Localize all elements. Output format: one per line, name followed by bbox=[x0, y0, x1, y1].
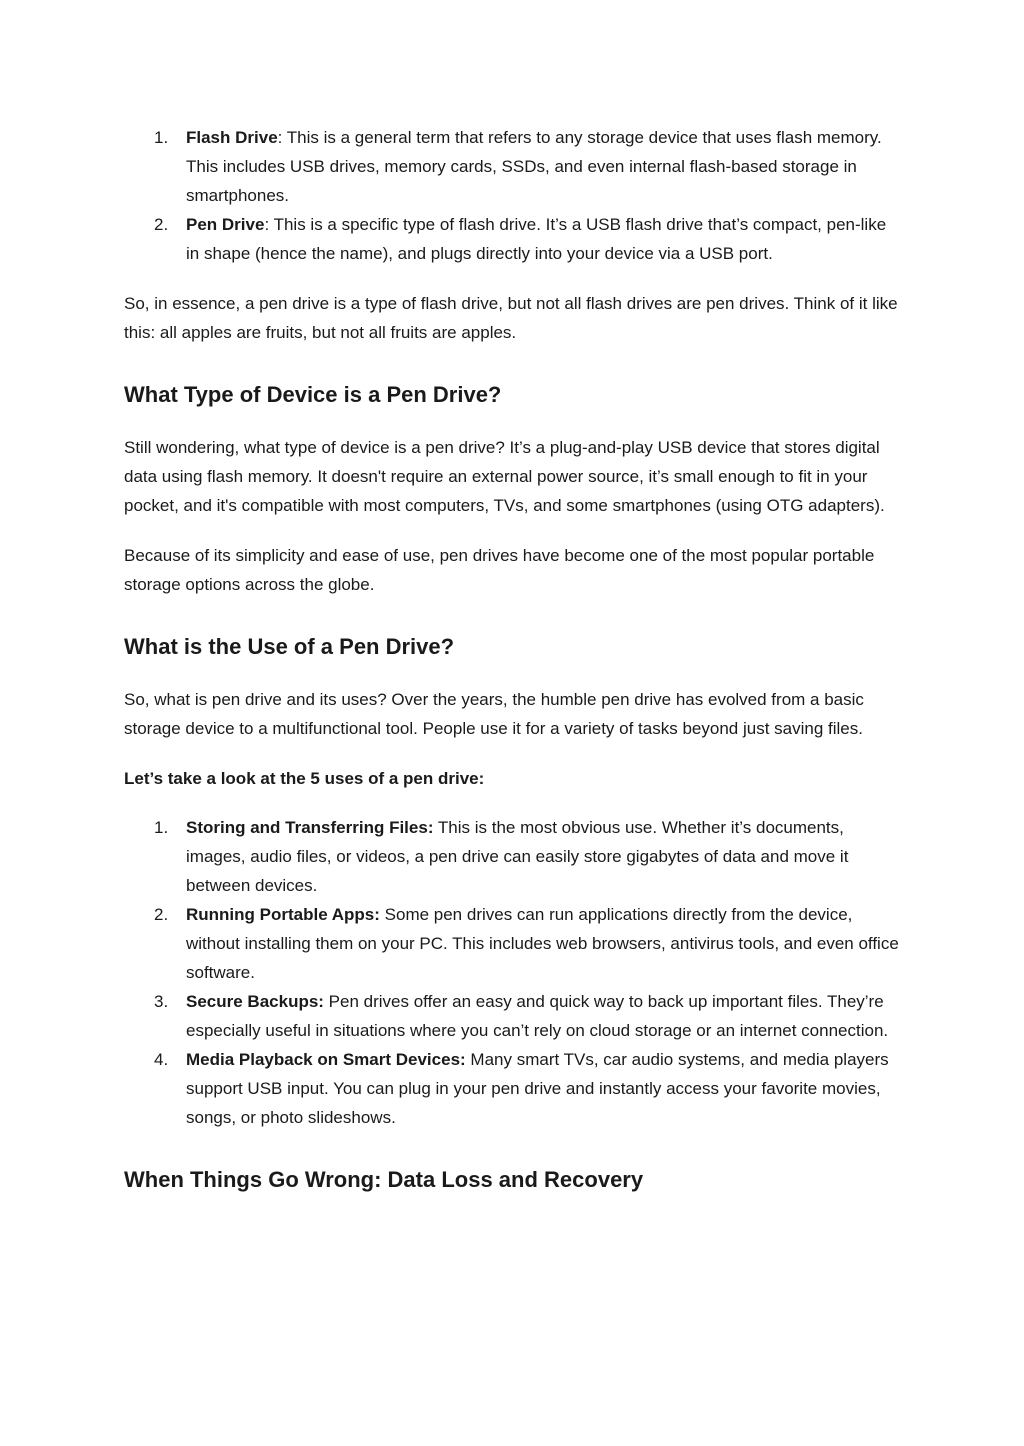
flash-vs-pen-list bbox=[124, 123, 904, 268]
list-number: 2. bbox=[154, 905, 169, 924]
list-number: 1. bbox=[154, 818, 169, 837]
list-text: Some pen drives can run applications directly from the device, without installing them on your PC. This includes web browsers, antivirus tools, and even office software. bbox=[186, 905, 899, 982]
list-term: Pen Drive bbox=[186, 215, 265, 234]
list-number: 1. bbox=[154, 128, 169, 147]
list-text: : This is a specific type of flash drive. It’s a USB flash drive that’s compact, pen-like in shape (hence the name), and plugs directly into your device via a USB port. bbox=[186, 215, 887, 263]
list-text: This is the most obvious use. Whether it’s documents, images, audio files, or videos, a pen drive can easily store gigabytes of data and move it between devices. bbox=[186, 818, 849, 895]
list-term: Storing and Transferring Files: bbox=[186, 818, 434, 837]
uses-lead: Let’s take a look at the 5 uses of a pen drive: bbox=[124, 769, 485, 788]
uses-list bbox=[124, 813, 904, 1132]
device-type-paragraph-1: Still wondering, what type of device is a pen drive? It’s a plug-and-play USB device that stores digital data using flash memory. It doesn't require an external power source, it’s small enough to fit in your pocket, and it's compatible with most computers, TVs, and some smartphones (using OTG adapters). bbox=[124, 438, 885, 515]
list-term: Running Portable Apps: bbox=[186, 905, 380, 924]
list-text: Many smart TVs, car audio systems, and media players support USB input. You can plug in your pen drive and instantly access your favorite movies, songs, or photo slideshows. bbox=[186, 1050, 889, 1127]
list-text: Pen drives offer an easy and quick way to back up important files. They’re especially useful in situations where you can’t rely on cloud storage or an internet connection. bbox=[186, 992, 889, 1040]
list-item-pen-drive bbox=[124, 210, 904, 268]
list-item-storing bbox=[124, 813, 904, 900]
list-item-flash-drive bbox=[124, 123, 904, 210]
use-paragraph: So, what is pen drive and its uses? Over the years, the humble pen drive has evolved from a basic storage device to a multifunctional tool. People use it for a variety of tasks beyond just saving files. bbox=[124, 690, 864, 738]
list-item-media-playback bbox=[124, 1045, 904, 1132]
list-item-backups bbox=[124, 987, 904, 1045]
list-term: Flash Drive bbox=[186, 128, 278, 147]
list-text: : This is a general term that refers to any storage device that uses flash memory. This includes USB drives, memory cards, SSDs, and even internal flash-based storage in smartphones. bbox=[186, 128, 882, 205]
essence-paragraph: So, in essence, a pen drive is a type of flash drive, but not all flash drives are pen drives. Think of it like this: all apples are fruits, but not all fruits are apples. bbox=[124, 294, 898, 342]
heading-use: What is the Use of a Pen Drive? bbox=[124, 634, 455, 659]
list-number: 2. bbox=[154, 215, 169, 234]
list-item-portable-apps bbox=[124, 900, 904, 987]
list-number: 3. bbox=[154, 992, 169, 1011]
list-term: Secure Backups: bbox=[186, 992, 324, 1011]
heading-data-loss: When Things Go Wrong: Data Loss and Recovery bbox=[124, 1167, 644, 1192]
document-page bbox=[124, 123, 904, 1195]
list-number: 4. bbox=[154, 1050, 169, 1069]
list-term: Media Playback on Smart Devices: bbox=[186, 1050, 466, 1069]
device-type-paragraph-2: Because of its simplicity and ease of use, pen drives have become one of the most popular portable storage options across the globe. bbox=[124, 546, 875, 594]
heading-device-type: What Type of Device is a Pen Drive? bbox=[124, 382, 502, 407]
